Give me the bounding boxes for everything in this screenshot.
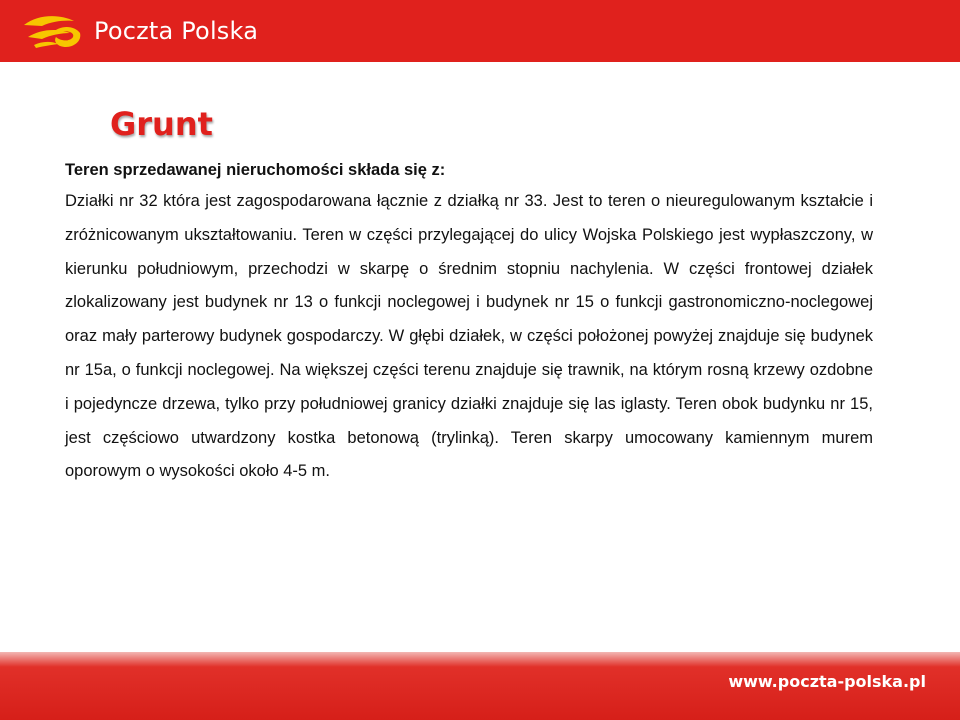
body-text: Działki nr 32 która jest zagospodarowana łącznie z działką nr 33. Jest to teren o nieuregulowanym kształcie i zróżnicowanym ukształtowaniu. Teren w części przylegającej do ulicy Wojska Polskiego jest wypłaszczony, w kierunku południowym, przechodzi w skarpę o średnim stopniu nachylenia. W części frontowej działek zlokalizowany jest budynek nr 13 o funkcji noclegowej i budynek nr 15 o funkcji gastronomiczno-noclegowej oraz mały parterowy budynek gospodarczy. W głębi działek, w części położonej powyżej znajduje się budynek nr 15a, o funkcji noclegowej. Na większej części terenu znajduje się trawnik, na którym rosną krzewy ozdobne i pojedyncze drzewa, tylko przy południowej granicy działki znajduje się las iglasty. Teren obok budynku nr 15, jest częściowo utwardzony kostka betonową (trylinką). Teren skarpy umocowany kamiennym murem oporowym o wysokości około 4-5 m. (65, 192, 873, 481)
intro-text: Teren sprzedawanej nieruchomości składa się z: (65, 161, 446, 179)
poczta-polska-horn-icon (22, 11, 84, 51)
slide-content (65, 155, 873, 489)
footer-url-link[interactable]: www.poczta-polska.pl (728, 672, 926, 691)
header-bar (0, 0, 960, 62)
brand-name: Poczta Polska (94, 17, 259, 45)
brand-logo[interactable] (22, 10, 258, 52)
slide-title: Grunt (110, 105, 213, 143)
